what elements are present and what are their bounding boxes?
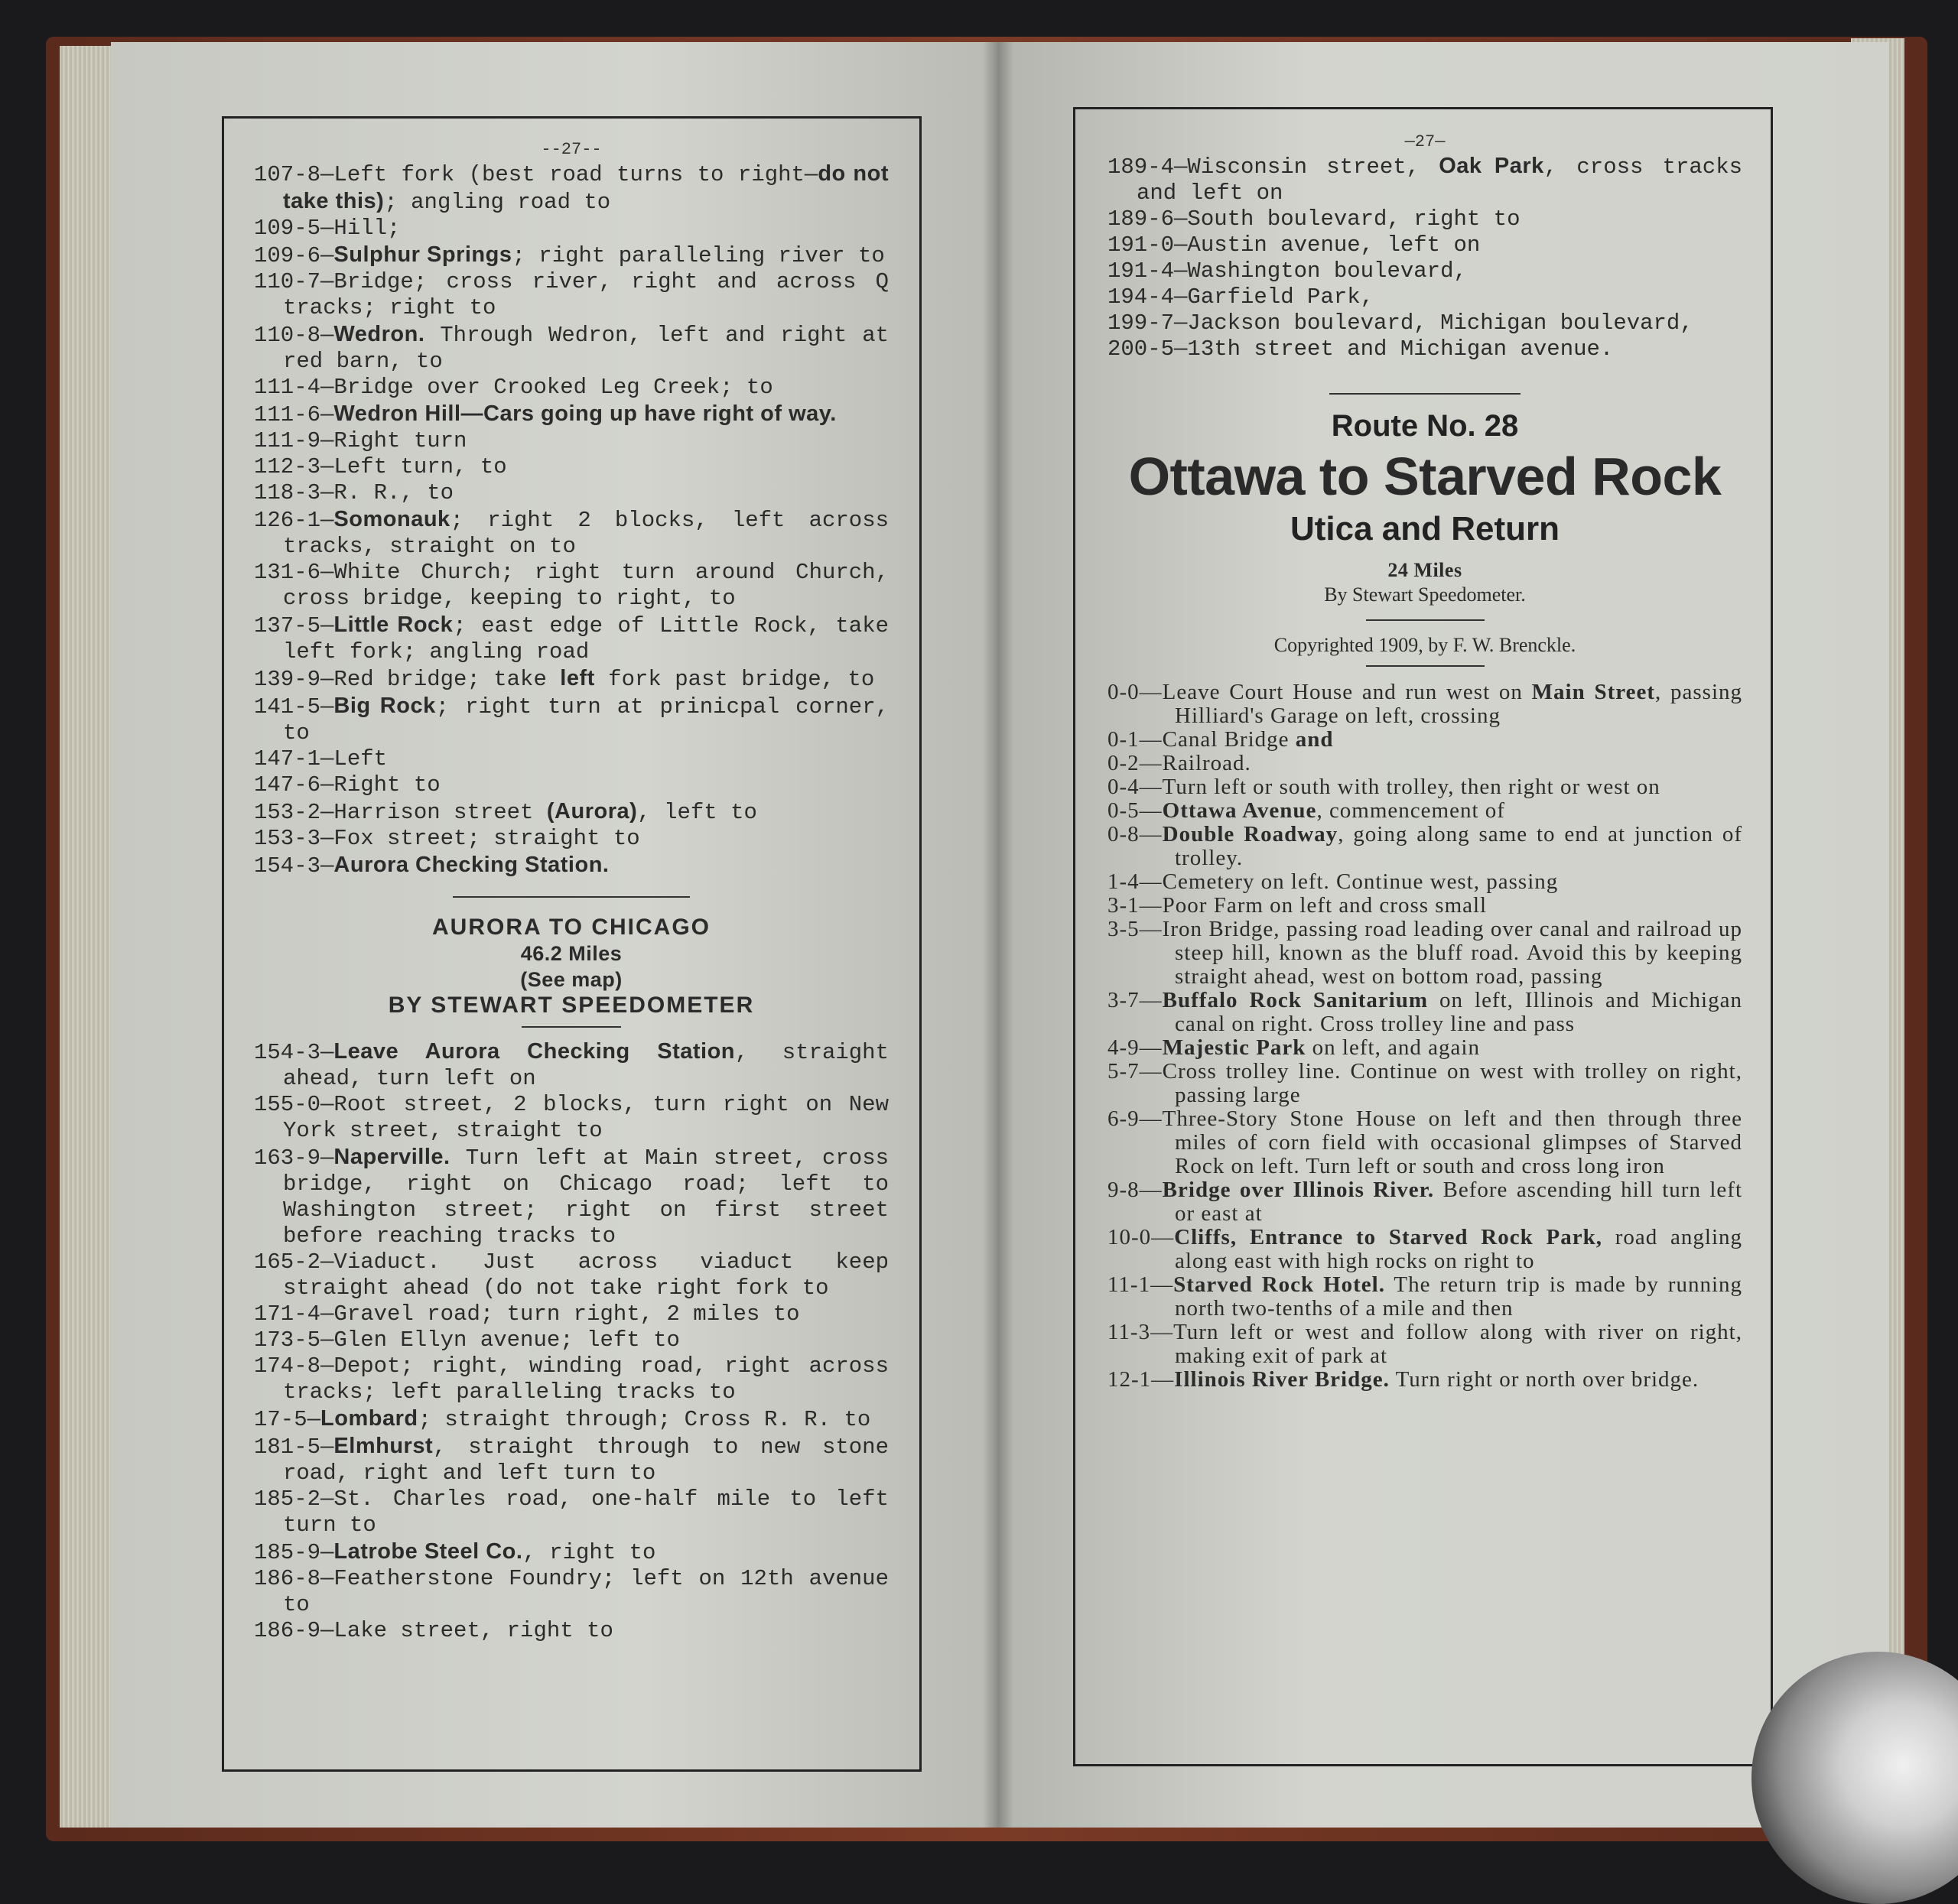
entry-text: , straight ahead, turn left on	[283, 1040, 889, 1091]
entry-text-bold: Bridge over Illinois River.	[1162, 1178, 1435, 1202]
route-log-entry	[254, 375, 889, 401]
route-log-entry	[1107, 918, 1742, 989]
book-gutter	[983, 42, 1013, 1828]
mileage: 4-9—	[1107, 1035, 1163, 1060]
entry-text-bold: do not take this)	[283, 161, 889, 213]
entry-text: Leave Court House and run west on	[1162, 680, 1532, 704]
entry-text: ; straight through; Cross R. R. to	[418, 1407, 871, 1432]
entry-text: Red bridge; take	[333, 667, 561, 692]
mileage: 185-9—	[254, 1540, 334, 1565]
route-log-entry	[254, 506, 889, 560]
entry-text: White Church; right turn around Church, cross bridge, keeping to right, to	[283, 560, 889, 611]
entry-text: Right turn	[333, 428, 467, 453]
mileage: 154-3—	[254, 1040, 334, 1065]
mileage: 189-6—	[1107, 206, 1188, 232]
entry-text: road angling along east with high rocks on right to	[1175, 1225, 1742, 1273]
entry-text-bold: Aurora Checking Station.	[333, 853, 610, 877]
mileage: 1-4—	[1107, 869, 1163, 894]
entry-text: Washington boulevard,	[1187, 258, 1467, 284]
mileage: 141-5—	[254, 694, 334, 720]
see-map-note: (See map)	[520, 968, 623, 991]
entry-text-bold: Oak Park	[1439, 154, 1544, 178]
entry-text-bold: Somonauk	[333, 507, 450, 531]
mileage: 194-4—	[1107, 284, 1188, 310]
mileage: 173-5—	[254, 1327, 334, 1353]
entry-text-bold: Buffalo Rock Sanitarium	[1162, 988, 1429, 1012]
route-subtitle: Utica and Return	[1290, 510, 1560, 547]
mileage: 11-1—	[1107, 1272, 1174, 1297]
mileage: 109-5—	[254, 216, 334, 241]
entry-text-bold: Little Rock	[333, 612, 454, 637]
route-log-list	[254, 1038, 889, 1644]
route-log-entry	[254, 216, 889, 242]
route-log-entry	[1107, 1226, 1742, 1273]
route-log-entry	[1107, 284, 1742, 310]
route-title: Ottawa to Starved Rock	[1128, 447, 1722, 506]
entry-text: St. Charles road, one-half mile to left turn to	[283, 1486, 889, 1538]
route-log-entry	[254, 665, 889, 693]
route-log-entry	[1107, 823, 1742, 870]
route-log-entry	[1107, 310, 1742, 336]
section-title: AURORA TO CHICAGO	[432, 915, 711, 940]
entry-text: , right to	[522, 1540, 656, 1565]
entry-text-bold: Starved Rock Hotel.	[1173, 1272, 1385, 1297]
entry-text: Turn left at Main street, cross bridge, right on Chicago road; left to Washington street; right on first street before reaching tracks to	[283, 1145, 889, 1249]
entry-text-bold: left	[560, 666, 595, 690]
entry-text: Austin avenue, left on	[1187, 232, 1481, 258]
mileage: 191-4—	[1107, 258, 1188, 284]
mileage: 5-7—	[1107, 1059, 1163, 1084]
route-log-entry	[254, 242, 889, 269]
route-log-entry	[254, 746, 889, 772]
entry-text-bold: Latrobe Steel Co.	[333, 1539, 523, 1564]
mileage: 110-8—	[254, 323, 334, 348]
mileage: 189-4—	[1107, 154, 1188, 180]
route-log-entry	[254, 1327, 889, 1353]
mileage: 186-9—	[254, 1618, 334, 1643]
mileage: 131-6—	[254, 560, 334, 585]
route-log-entry	[254, 1538, 889, 1566]
route-log-entry	[254, 1566, 889, 1618]
entry-text: Railroad.	[1162, 751, 1251, 775]
entry-text: ; right 2 blocks, left across tracks, straight on to	[283, 508, 889, 559]
route-log-entry	[254, 1486, 889, 1538]
route-log-entry	[254, 1433, 889, 1486]
mileage: 0-8—	[1107, 822, 1163, 846]
entry-text-bold: Lombard	[320, 1406, 418, 1431]
entry-text-bold: Wedron.	[333, 322, 425, 346]
mileage: 153-2—	[254, 800, 334, 825]
mileage: 199-7—	[1107, 310, 1188, 336]
entry-text-bold: Main Street	[1531, 680, 1655, 704]
entry-text: Jackson boulevard, Michigan boulevard,	[1187, 310, 1693, 336]
entry-text: Right to	[333, 772, 441, 798]
entry-text-bold: (Aurora)	[546, 799, 638, 824]
route-log-entry	[1107, 870, 1742, 894]
route-log-list	[1107, 153, 1742, 362]
entry-text: Turn right or north over bridge.	[1389, 1367, 1699, 1392]
entry-text: Poor Farm on left and cross small	[1162, 893, 1488, 918]
mileage: 12-1—	[1107, 1367, 1175, 1392]
entry-text: Cemetery on left. Continue west, passing	[1162, 869, 1559, 894]
mileage: 3-7—	[1107, 988, 1163, 1012]
route-log-entry	[1107, 153, 1742, 206]
entry-text: The return trip is made by running north two-tenths of a mile and then	[1175, 1272, 1743, 1321]
entry-text: Left turn, to	[333, 454, 507, 479]
entry-text: on left, Illinois and Michigan canal on right. Cross trolley line and pass	[1175, 988, 1742, 1036]
mileage: 107-8—	[254, 162, 334, 187]
left-page-content	[254, 139, 889, 1644]
entry-text: 13th street and Michigan avenue.	[1187, 336, 1614, 362]
route-log-entry	[254, 1301, 889, 1327]
mileage: 111-9—	[254, 428, 334, 453]
mileage: 165-2—	[254, 1249, 334, 1275]
entry-text: , going along same to end at junction of trolley.	[1175, 822, 1742, 870]
route-number: Route No. 28	[1331, 409, 1519, 443]
page-number: --27--	[541, 140, 602, 159]
section-byline: BY STEWART SPEEDOMETER	[388, 993, 755, 1018]
route-log-entry	[254, 1092, 889, 1144]
mileage: 111-6—	[254, 402, 334, 427]
mileage: 186-8—	[254, 1566, 334, 1591]
mileage: 126-1—	[254, 508, 334, 533]
route-log-entry	[1107, 799, 1742, 823]
route-log-entry	[1107, 232, 1742, 258]
route-log-entry	[254, 161, 889, 216]
entry-text-bold: Ottawa Avenue	[1162, 798, 1317, 823]
entry-text: ; angling road to	[384, 190, 611, 215]
mileage: 163-9—	[254, 1145, 334, 1171]
route-log-entry	[254, 428, 889, 454]
route-log-entry	[254, 1038, 889, 1092]
route-log-entry	[254, 560, 889, 612]
route-log-list	[1107, 681, 1742, 1392]
entry-text-bold: Leave Aurora Checking Station	[333, 1039, 735, 1064]
route-log-entry	[254, 401, 889, 428]
entry-text: Three-Story Stone House on left and then through three miles of corn field with occasional glimpses of Starved Rock on left. Turn left or south and cross long iron	[1162, 1106, 1742, 1178]
mileage: 0-1—	[1107, 727, 1163, 752]
entry-text-bold: Majestic Park	[1162, 1035, 1306, 1060]
route-log-entry	[254, 321, 889, 375]
entry-text: , cross tracks and left on	[1137, 154, 1742, 206]
mileage: 11-3—	[1107, 1320, 1174, 1344]
route-log-entry	[254, 1249, 889, 1301]
entry-text: ; right paralleling river to	[512, 243, 885, 268]
mileage: 109-6—	[254, 243, 334, 268]
mileage: 10-0—	[1107, 1225, 1175, 1249]
mileage: 200-5—	[1107, 336, 1188, 362]
entry-text: Wisconsin street,	[1187, 154, 1439, 180]
mileage: 0-0—	[1107, 680, 1163, 704]
route-log-entry	[1107, 728, 1742, 752]
entry-text: Viaduct. Just across viaduct keep straight ahead (do not take right fork to	[283, 1249, 889, 1301]
route-log-entry	[254, 1618, 889, 1644]
mileage: 0-4—	[1107, 775, 1163, 799]
entry-text: Left fork (best road turns to right—	[333, 162, 818, 187]
route-log-entry	[254, 1144, 889, 1249]
entry-text: Garfield Park,	[1187, 284, 1374, 310]
entry-text-bold: and	[1295, 727, 1334, 752]
mileage: 9-8—	[1107, 1178, 1163, 1202]
route-log-entry	[254, 772, 889, 798]
route-byline: By Stewart Speedometer.	[1324, 583, 1526, 606]
route-log-entry	[1107, 258, 1742, 284]
entry-text: South boulevard, right to	[1187, 206, 1521, 232]
entry-text-bold: Illinois River Bridge.	[1174, 1367, 1390, 1392]
route-log-entry	[254, 480, 889, 506]
mileage: 3-1—	[1107, 893, 1163, 918]
entry-text: Iron Bridge, passing road leading over canal and railroad up steep hill, known as the bluff road. Avoid this by keeping straight ahead, west on bottom road, passing	[1162, 917, 1742, 989]
entry-text: , left to	[637, 800, 757, 825]
entry-text: Left	[333, 746, 388, 772]
entry-text-bold: Big Rock	[333, 694, 436, 718]
mileage: 0-2—	[1107, 751, 1163, 775]
route-log-entry	[1107, 1036, 1742, 1060]
route-log-entry	[1107, 1273, 1742, 1321]
entry-text: R. R., to	[333, 480, 454, 505]
entry-text: on left, and again	[1306, 1035, 1480, 1060]
entry-text: , commencement of	[1316, 798, 1505, 823]
entry-text-bold: Sulphur Springs	[333, 242, 512, 267]
entry-text: Bridge over Crooked Leg Creek; to	[333, 375, 773, 400]
entry-text: Through Wedron, left and right at red barn, to	[283, 323, 889, 374]
page-number: —27—	[1404, 132, 1446, 151]
entry-text: Fox street; straight to	[333, 826, 640, 851]
mileage: 118-3—	[254, 480, 334, 505]
route-log-entry	[1107, 336, 1742, 362]
entry-text-bold: Wedron Hill—Cars going up have right of way.	[333, 401, 837, 426]
route-log-entry	[1107, 1368, 1742, 1392]
mileage: 137-5—	[254, 613, 334, 638]
mileage: 0-5—	[1107, 798, 1163, 823]
route-log-entry	[254, 693, 889, 746]
route-log-entry	[254, 826, 889, 852]
entry-text: Cross trolley line. Continue on west with trolley on right, passing large	[1162, 1059, 1742, 1107]
route-log-entry	[1107, 989, 1742, 1036]
mileage: 147-6—	[254, 772, 334, 798]
entry-text: Turn left or west and follow along with river on right, making exit of park at	[1173, 1320, 1742, 1368]
route-log-entry	[1107, 206, 1742, 232]
mileage: 3-5—	[1107, 917, 1163, 941]
entry-text: ; right turn at prinicpal corner, to	[283, 694, 890, 746]
entry-text-bold: Cliffs, Entrance to Starved Rock Park,	[1174, 1225, 1602, 1249]
entry-text: Lake street, right to	[333, 1618, 613, 1643]
entry-text: Featherstone Foundry; left on 12th avenue to	[283, 1566, 889, 1617]
route-log-entry	[254, 269, 889, 321]
entry-text: Turn left or south with trolley, then right or west on	[1162, 775, 1660, 799]
entry-text: Canal Bridge	[1162, 727, 1296, 752]
entry-text: fork past bridge, to	[594, 667, 875, 692]
entry-text: ; east edge of Little Rock, take left fork; angling road	[283, 613, 890, 664]
route-log-entry	[254, 1353, 889, 1405]
entry-text-bold: Elmhurst	[333, 1434, 434, 1458]
route-log-entry	[1107, 1321, 1742, 1368]
route-log-entry	[1107, 681, 1742, 728]
route-log-entry	[1107, 894, 1742, 918]
entry-text: Gravel road; turn right, 2 miles to	[333, 1301, 800, 1327]
entry-text-bold: Naperville.	[333, 1145, 450, 1169]
right-page-content	[1107, 132, 1742, 1392]
entry-text: Root street, 2 blocks, turn right on New York street, straight to	[283, 1092, 889, 1143]
mileage: 6-9—	[1107, 1106, 1163, 1131]
entry-text-bold: Double Roadway	[1162, 822, 1338, 846]
entry-text: Hill;	[333, 216, 401, 241]
entry-text: , straight through to new stone road, right and left turn to	[283, 1434, 889, 1486]
mileage: 139-9—	[254, 667, 334, 692]
route-log-entry	[254, 1405, 889, 1433]
route-log-entry	[1107, 752, 1742, 775]
mileage: 17-5—	[254, 1407, 321, 1432]
mileage: 154-3—	[254, 853, 334, 879]
route-log-entry	[1107, 775, 1742, 799]
entry-text: Before ascending hill turn left or east at	[1175, 1178, 1743, 1226]
route-log-entry	[254, 612, 889, 665]
mileage: 110-7—	[254, 269, 334, 294]
route-log-list	[254, 161, 889, 879]
mileage: 191-0—	[1107, 232, 1188, 258]
mileage: 181-5—	[254, 1434, 334, 1460]
mileage: 171-4—	[254, 1301, 334, 1327]
entry-text: Depot; right, winding road, right across tracks; left paralleling tracks to	[283, 1353, 889, 1405]
mileage: 174-8—	[254, 1353, 334, 1379]
mileage: 112-3—	[254, 454, 334, 479]
route-log-entry	[254, 454, 889, 480]
route-log-entry	[254, 852, 889, 879]
mileage: 185-2—	[254, 1486, 334, 1512]
route-log-entry	[254, 798, 889, 826]
route-log-entry	[1107, 1060, 1742, 1107]
mileage: 147-1—	[254, 746, 334, 772]
entry-text: , passing Hilliard's Garage on left, crossing	[1175, 680, 1743, 728]
section-miles: 46.2 Miles	[520, 942, 623, 965]
route-log-entry	[1107, 1178, 1742, 1226]
route-miles: 24 Miles	[1387, 559, 1462, 581]
entry-text: Glen Ellyn avenue; left to	[333, 1327, 680, 1353]
route-log-entry	[1107, 1107, 1742, 1178]
mileage: 155-0—	[254, 1092, 334, 1117]
mileage: 111-4—	[254, 375, 334, 400]
entry-text: Bridge; cross river, right and across Q tracks; right to	[283, 269, 889, 320]
copyright-notice: Copyrighted 1909, by F. W. Brenckle.	[1273, 634, 1576, 656]
entry-text: Harrison street	[333, 800, 547, 825]
mileage: 153-3—	[254, 826, 334, 851]
